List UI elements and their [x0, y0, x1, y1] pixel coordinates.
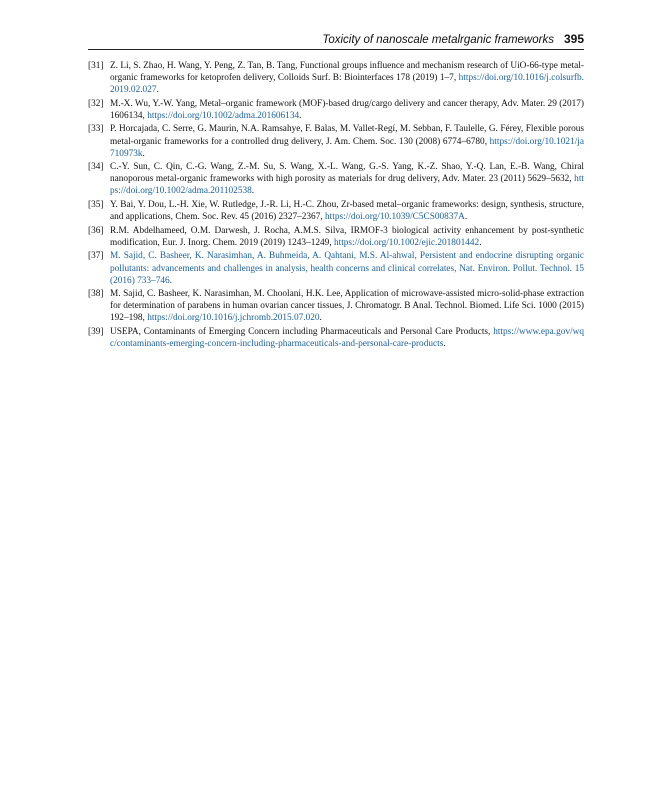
reference-text: C.-Y. Sun, C. Qin, C.-G. Wang, Z.-M. Su, S. Wang, X.-L. Wang, G.-S. Yang, K.-Z. Shao, Y.-Q. Lan, E.-B. Wang, Chiral nanoporous metal-organic frameworks with high porosity as materials for drug delivery, Adv. Mater. 23 (2011) 5629–5632, — [110, 162, 584, 185]
reference-list — [88, 60, 584, 352]
doi-link[interactable]: https://doi.org/10.1002/ejic.201801442 — [333, 237, 480, 248]
reference-item — [88, 123, 584, 159]
reference-number: [37] — [88, 251, 104, 262]
reference-number: [34] — [88, 162, 104, 173]
reference-text[interactable]: M. Sajid, C. Basheer, K. Narasimhan, A. Buhmeida, A. Qahtani, M.S. Al-ahwal, Persistent and endocrine disrupting organic pollutants: advancements and challenges in analysis, health concerns and clinical correlates, Nat. Environ. Pollut. Technol. 15 (2016) 733–746. — [110, 251, 584, 286]
reference-text: P. Horcajada, C. Serre, G. Maurin, N.A. Ramsahye, F. Balas, M. Vallet-Regí, M. Sebban, F. Taulelle, G. Férey, Flexible porous metal-organic frameworks for a controlled drug delivery, J. Am. Chem. Soc. 130 (2008) 6774–6780, — [110, 124, 584, 147]
reference-text: USEPA, Contaminants of Emerging Concern including Pharmaceuticals and Personal Care Products, — [110, 326, 494, 337]
reference-tail: . — [251, 186, 255, 197]
doi-link[interactable]: https://doi.org/10.1021/ja710973k — [110, 136, 584, 159]
reference-item — [88, 161, 584, 197]
reference-number: [32] — [88, 98, 104, 109]
reference-number: [35] — [88, 200, 104, 211]
reference-text: Z. Li, S. Zhao, H. Wang, Y. Peng, Z. Tan, B. Tang, Functional groups influence and mechanism research of UiO-66-type metal-organic frameworks for ketoprofen delivery, Colloids Surf. B: Biointerfaces 178 (2019) 1–7, — [110, 61, 584, 84]
reference-tail: . — [319, 313, 322, 324]
reference-text: R.M. Abdelhameed, O.M. Darwesh, J. Rocha, A.M.S. Silva, IRMOF-3 biological activity enhancement by post-synthetic modification, Eur. J. Inorg. Chem. 2019 (2019) 1243–1249, — [110, 225, 584, 248]
doi-link[interactable]: https://doi.org/10.1016/j.colsurfb.2019.02.027 — [110, 73, 584, 96]
doi-link[interactable]: https://doi.org/10.1002/adma.201606134 — [147, 110, 300, 121]
header-rule — [88, 49, 584, 50]
reference-tail: . — [464, 212, 468, 223]
url-link[interactable]: https://www.epa.gov/wqc/contaminants-emerging-concern-including-pharmaceuticals-and-personal-care-products — [110, 326, 584, 350]
reference-number: [31] — [88, 61, 104, 71]
reference-number: [38] — [88, 289, 104, 300]
reference-item — [88, 60, 584, 96]
reference-text: Y. Bai, Y. Dou, L.-H. Xie, W. Rutledge, J.-R. Li, H.-C. Zhou, Zr-based metal–organic frameworks: design, synthesis, structure, and applications, Chem. Soc. Rev. 45 (2016) 2327–2367, — [110, 200, 584, 223]
doi-link[interactable]: https://doi.org/10.1039/C5CS00837A — [325, 212, 465, 223]
reference-tail: . — [156, 85, 159, 96]
doi-link[interactable]: https://doi.org/10.1002/adma.201102538 — [110, 174, 584, 197]
reference-number: [36] — [88, 225, 104, 236]
reference-tail: . — [142, 148, 145, 159]
reference-tail: . — [299, 110, 302, 121]
reference-number: [39] — [88, 326, 104, 337]
reference-tail: . — [479, 237, 482, 248]
running-header — [88, 32, 584, 48]
reference-item — [88, 225, 584, 249]
reference-text: M. Sajid, C. Basheer, K. Narasimhan, M. Choolani, H.K. Lee, Application of microwave-assisted micro-solid-phase extraction for determination of parabens in human ovarian cancer tissues, J. Chromatogr. B Anal. Technol. Biomed. Life Sci. 1000 (2015) 192–198, — [110, 289, 584, 324]
reference-item — [88, 326, 584, 350]
reference-number: [33] — [88, 124, 104, 135]
running-title: Toxicity of nanoscale metalrganic frameworks — [322, 34, 554, 46]
reference-item — [88, 288, 584, 324]
page-number: 395 — [563, 32, 584, 46]
reference-text: M.-X. Wu, Y.-W. Yang, Metal–organic framework (MOF)-based drug/cargo delivery and cancer therapy, Adv. Mater. 29 (2017) 1606134, — [110, 98, 584, 121]
reference-item — [88, 199, 584, 223]
reference-item-linked[interactable] — [88, 250, 584, 286]
reference-item — [88, 98, 584, 122]
doi-link[interactable]: https://doi.org/10.1016/j.jchromb.2015.07.020 — [147, 313, 320, 324]
reference-tail: . — [443, 339, 446, 350]
